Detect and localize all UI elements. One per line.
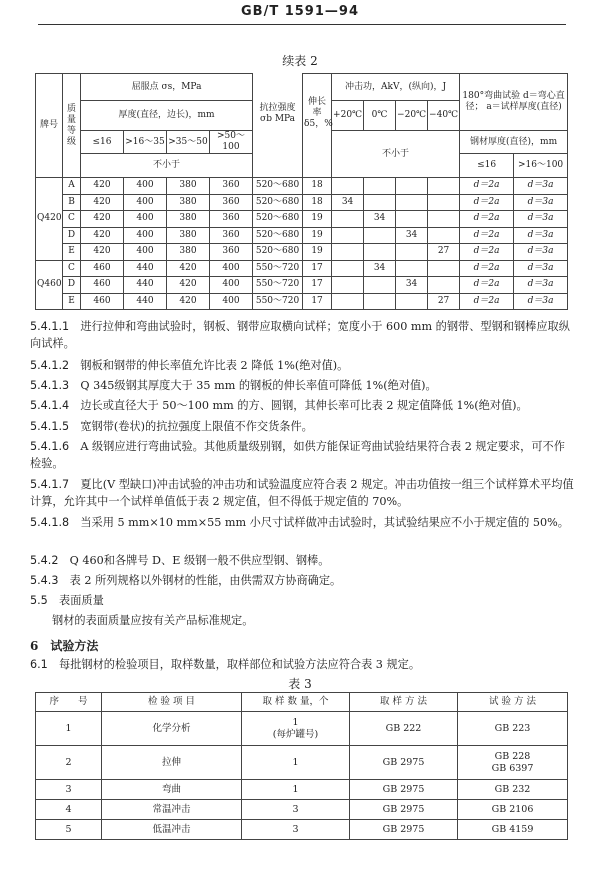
cell-b1: d＝2a [460, 260, 514, 277]
cell-im20 [396, 194, 428, 211]
cell-el: 19 [303, 244, 332, 261]
cell-s1: 420 [81, 211, 124, 228]
th-t4: >50～100 [210, 131, 253, 154]
cell-s1: 420 [81, 244, 124, 261]
cell-i0 [364, 277, 396, 294]
cell-b1: d＝2a [460, 211, 514, 228]
cell-q: E [63, 293, 81, 310]
th-impact-20: +20℃ [332, 101, 364, 131]
th-t3: >35～50 [167, 131, 210, 154]
cell-b2: d＝3a [514, 194, 568, 211]
cell-count: 3 [242, 800, 350, 820]
para-5-4-1-4: 5.4.1.4 边长或直径大于 50～100 mm 的方、圆钢，其伸长率可比表 2 规定值降低 1%(绝对值)。 [30, 399, 528, 412]
cell-b1: d＝2a [460, 227, 514, 244]
cell-s2: 400 [124, 244, 167, 261]
th-thickness: 厚度(直径，边长)，mm [81, 101, 253, 131]
cell-im40: 27 [428, 244, 460, 261]
cell-s4: 360 [210, 211, 253, 228]
cell-s2: 400 [124, 227, 167, 244]
cell-i20 [332, 293, 364, 310]
cell-s4: 360 [210, 244, 253, 261]
table3-row [36, 780, 568, 800]
cell-im40 [428, 277, 460, 294]
cell-b2: d＝3a [514, 227, 568, 244]
cell-im20 [396, 260, 428, 277]
cell-s3: 380 [167, 194, 210, 211]
cell-el: 18 [303, 194, 332, 211]
th-t1: ≤16 [81, 131, 124, 154]
cell-sample: GB 2975 [350, 780, 458, 800]
cell-im20 [396, 244, 428, 261]
th-yield: 屈服点 σs，MPa [81, 74, 253, 101]
cell-item: 常温冲击 [102, 800, 242, 820]
cell-s3: 380 [167, 178, 210, 195]
cell-grade: Q460 [36, 260, 63, 310]
cell-i0 [364, 227, 396, 244]
cell-no: 1 [36, 712, 102, 746]
cell-s3: 420 [167, 277, 210, 294]
cell-b2: d＝3a [514, 244, 568, 261]
table3 [35, 692, 568, 840]
para-5-4-1-7: 5.4.1.7 夏比(V 型缺口)冲击试验的冲击功和试验温度应符合表 2 规定。冲击功值按一组三个试样算术平均值计算，允许其中一个试样单值低于表 2 规定值，但不得低于规定值的 70%。 [30, 478, 574, 508]
cell-im40 [428, 260, 460, 277]
cell-b1: d＝2a [460, 277, 514, 294]
th-t2: >16～35 [124, 131, 167, 154]
cell-im20 [396, 178, 428, 195]
cell-sample: GB 2975 [350, 746, 458, 780]
cell-tb: 520～680 [253, 211, 303, 228]
para-5-4-1-1: 5.4.1.1 进行拉伸和弯曲试验时，钢板、钢带应取横向试样；宽度小于 600 mm 的钢带、型钢和钢棒应取纵向试样。 [30, 320, 570, 350]
section-6-heading: 6 试验方法 [30, 639, 99, 653]
cell-el: 18 [303, 178, 332, 195]
table2-caption: 续表 2 [282, 54, 318, 68]
t3-th-sample: 取 样 方 法 [350, 693, 458, 712]
cell-tb: 520～680 [253, 194, 303, 211]
cell-no: 5 [36, 820, 102, 840]
th-elong: 伸长率 δ5，% [303, 74, 332, 154]
th-steel-thickness: 钢材厚度(直径)，mm [460, 131, 568, 154]
th-bend-100: >16～100 [514, 154, 568, 178]
cell-s4: 360 [210, 194, 253, 211]
t3-th-no: 序 号 [36, 693, 102, 712]
cell-count: 1 (每炉罐号) [242, 712, 350, 746]
cell-count: 1 [242, 746, 350, 780]
para-5-5: 5.5 表面质量 [30, 594, 104, 607]
cell-s1: 460 [81, 260, 124, 277]
cell-method: GB 232 [458, 780, 568, 800]
cell-tb: 550～720 [253, 293, 303, 310]
para-5-4-1-5: 5.4.1.5 宽钢带(卷状)的抗拉强度上限值不作交货条件。 [30, 420, 313, 433]
para-5-4-1-2: 5.4.1.2 钢板和钢带的伸长率值允许比表 2 降低 1%(绝对值)。 [30, 359, 349, 372]
cell-item: 拉伸 [102, 746, 242, 780]
cell-el: 19 [303, 227, 332, 244]
cell-q: C [63, 211, 81, 228]
cell-s3: 380 [167, 227, 210, 244]
th-impact-m40: −40℃ [428, 101, 460, 131]
cell-s2: 400 [124, 194, 167, 211]
cell-el: 17 [303, 277, 332, 294]
cell-b1: d＝2a [460, 178, 514, 195]
cell-b1: d＝2a [460, 194, 514, 211]
t3-th-count: 取 样 数 量，个 [242, 693, 350, 712]
cell-q: A [63, 178, 81, 195]
para-5-4-3: 5.4.3 表 2 所列规格以外钢材的性能，由供需双方协商确定。 [30, 574, 342, 587]
cell-s2: 400 [124, 211, 167, 228]
cell-sample: GB 2975 [350, 820, 458, 840]
cell-i0 [364, 244, 396, 261]
cell-im20: 34 [396, 277, 428, 294]
cell-tb: 520～680 [253, 227, 303, 244]
table3-row [36, 820, 568, 840]
cell-im40 [428, 194, 460, 211]
table2 [35, 73, 568, 310]
cell-s4: 400 [210, 293, 253, 310]
cell-i20 [332, 244, 364, 261]
th-impact-0: 0℃ [364, 101, 396, 131]
cell-s1: 420 [81, 194, 124, 211]
cell-tb: 550～720 [253, 260, 303, 277]
cell-i0 [364, 194, 396, 211]
cell-im40 [428, 227, 460, 244]
cell-i20 [332, 227, 364, 244]
table2-row [36, 211, 568, 228]
cell-b2: d＝3a [514, 211, 568, 228]
cell-b2: d＝3a [514, 178, 568, 195]
th-bend: 180°弯曲试验 d＝弯心直径； a＝试样厚度(直径) [460, 74, 568, 131]
th-impact: 冲击功，AkV，(纵向)，J [332, 74, 460, 101]
para-5-4-1-6: 5.4.1.6 A 级钢应进行弯曲试验。其他质量级别钢，如供方能保证弯曲试验结果符合表 2 规定要求，可不作检验。 [30, 440, 565, 470]
table2-row [36, 277, 568, 294]
cell-method: GB 4159 [458, 820, 568, 840]
cell-s2: 440 [124, 260, 167, 277]
cell-tb: 520～680 [253, 178, 303, 195]
para-5-4-1-3: 5.4.1.3 Q 345级钢其厚度大于 35 mm 的钢板的伸长率值可降低 1%(绝对值)。 [30, 379, 437, 392]
cell-s2: 440 [124, 293, 167, 310]
th-bend-16: ≤16 [460, 154, 514, 178]
cell-s2: 440 [124, 277, 167, 294]
t3-th-method: 试 验 方 法 [458, 693, 568, 712]
t3-th-item: 检 验 项 目 [102, 693, 242, 712]
cell-b1: d＝2a [460, 293, 514, 310]
cell-b1: d＝2a [460, 244, 514, 261]
cell-im40 [428, 211, 460, 228]
cell-q: B [63, 194, 81, 211]
cell-tb: 550～720 [253, 277, 303, 294]
cell-i0: 34 [364, 260, 396, 277]
cell-no: 4 [36, 800, 102, 820]
para-5-4-1-8: 5.4.1.8 当采用 5 mm×10 mm×55 mm 小尺寸试样做冲击试验时，其试验结果应不小于规定值的 50%。 [30, 516, 569, 529]
cell-s4: 400 [210, 277, 253, 294]
cell-b2: d＝3a [514, 260, 568, 277]
cell-i0: 34 [364, 211, 396, 228]
table2-row [36, 260, 568, 277]
cell-method: GB 228 GB 6397 [458, 746, 568, 780]
table2-row [36, 194, 568, 211]
para-5-4-2: 5.4.2 Q 460和各牌号 D、E 级钢一般不供应型钢、钢棒。 [30, 554, 330, 567]
cell-s4: 400 [210, 260, 253, 277]
cell-s1: 460 [81, 293, 124, 310]
cell-item: 弯曲 [102, 780, 242, 800]
cell-sample: GB 222 [350, 712, 458, 746]
cell-im40 [428, 178, 460, 195]
cell-im20 [396, 211, 428, 228]
cell-s4: 360 [210, 178, 253, 195]
cell-q: D [63, 277, 81, 294]
cell-i20 [332, 211, 364, 228]
cell-method: GB 223 [458, 712, 568, 746]
cell-i20 [332, 178, 364, 195]
cell-im20 [396, 293, 428, 310]
th-impact-m20: −20℃ [396, 101, 428, 131]
cell-q: E [63, 244, 81, 261]
cell-s3: 420 [167, 293, 210, 310]
cell-s2: 400 [124, 178, 167, 195]
cell-el: 17 [303, 293, 332, 310]
cell-s1: 420 [81, 227, 124, 244]
cell-no: 3 [36, 780, 102, 800]
table3-row [36, 712, 568, 746]
cell-q: C [63, 260, 81, 277]
cell-b2: d＝3a [514, 293, 568, 310]
th-quality: 质量等级 [63, 74, 81, 178]
table2-row [36, 227, 568, 244]
cell-s3: 380 [167, 244, 210, 261]
cell-s3: 420 [167, 260, 210, 277]
cell-el: 19 [303, 211, 332, 228]
th-impact-not-less: 不小于 [332, 131, 460, 178]
table3-caption: 表 3 [288, 677, 312, 691]
cell-im40: 27 [428, 293, 460, 310]
cell-i20 [332, 260, 364, 277]
cell-grade: Q420 [36, 178, 63, 261]
header-rule [38, 24, 566, 25]
cell-sample: GB 2975 [350, 800, 458, 820]
cell-item: 化学分析 [102, 712, 242, 746]
cell-item: 低温冲击 [102, 820, 242, 840]
cell-i0 [364, 178, 396, 195]
table2-row [36, 178, 568, 195]
cell-i0 [364, 293, 396, 310]
cell-count: 3 [242, 820, 350, 840]
table2-row [36, 293, 568, 310]
table3-row [36, 800, 568, 820]
page-header-code: GB/T 1591—94 [241, 4, 359, 19]
cell-el: 17 [303, 260, 332, 277]
cell-method: GB 2106 [458, 800, 568, 820]
cell-s1: 460 [81, 277, 124, 294]
th-grade: 牌号 [36, 74, 63, 178]
para-5-5-text: 钢材的表面质量应按有关产品标准规定。 [52, 614, 254, 627]
cell-i20: 34 [332, 194, 364, 211]
table3-row [36, 746, 568, 780]
cell-s3: 380 [167, 211, 210, 228]
cell-tb: 520～680 [253, 244, 303, 261]
cell-s1: 420 [81, 178, 124, 195]
cell-count: 1 [242, 780, 350, 800]
table2-row [36, 244, 568, 261]
para-6-1: 6.1 每批钢材的检验项目，取样数量，取样部位和试验方法应符合表 3 规定。 [30, 658, 421, 671]
th-not-less: 不小于 [81, 154, 253, 178]
cell-im20: 34 [396, 227, 428, 244]
th-tensile: 抗拉强度 σb MPa [253, 74, 303, 154]
cell-b2: d＝3a [514, 277, 568, 294]
cell-i20 [332, 277, 364, 294]
cell-no: 2 [36, 746, 102, 780]
cell-q: D [63, 227, 81, 244]
cell-s4: 360 [210, 227, 253, 244]
